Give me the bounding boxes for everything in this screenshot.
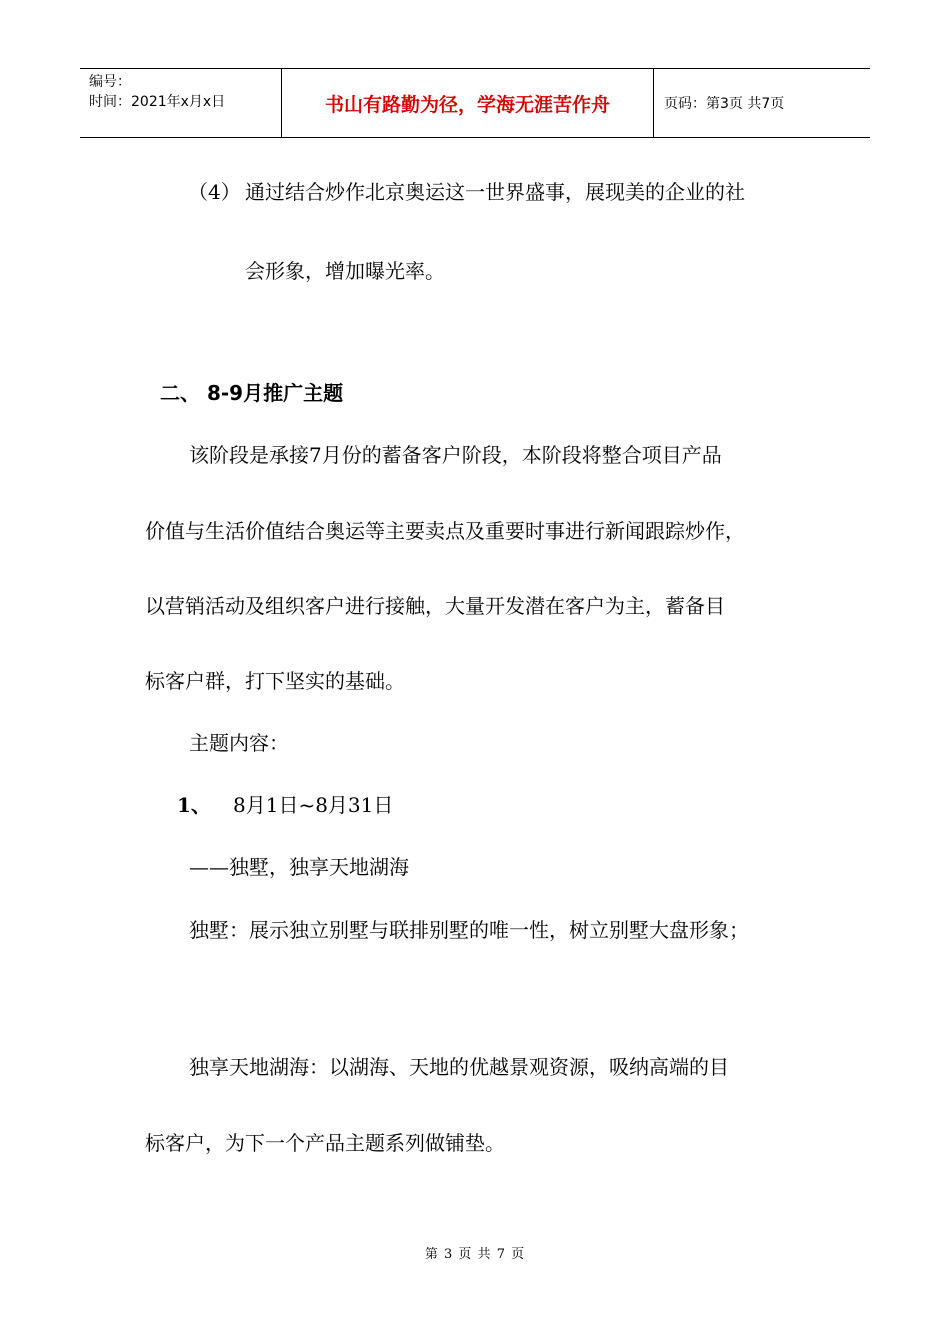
paragraph-line: 价值与生活价值结合奥运等主要卖点及重要时事进行新闻跟踪炒作，: [145, 519, 745, 543]
item-4-line-1: 通过结合炒作北京奥运这一世界盛事，展现美的企业的社: [245, 180, 745, 204]
sub-item-1-title: ——独墅，独享天地湖海: [189, 855, 409, 879]
item-4-marker: （4）: [188, 180, 241, 204]
sub-item-1-desc: 独墅：展示独立别墅与联排别墅的唯一性，树立别墅大盘形象；: [189, 918, 749, 942]
sub-item-1-marker: 1、: [177, 793, 211, 817]
item-4-line-2: 会形象，增加曝光率。: [245, 259, 445, 283]
theme-label: 主题内容：: [189, 731, 289, 755]
document-header: [80, 68, 870, 138]
header-left-cell: [80, 69, 281, 137]
paragraph-line: 以营销活动及组织客户进行接触，大量开发潜在客户为主，蓄备目: [145, 594, 725, 618]
paragraph-line: 标客户群，打下坚实的基础。: [145, 669, 405, 693]
page-info: 页码：第3页 共7页: [664, 96, 785, 112]
page-footer: 第 3 页 共 7 页: [424, 1247, 526, 1262]
paragraph-line: 该阶段是承接7月份的蓄备客户阶段，本阶段将整合项目产品: [189, 443, 722, 467]
sub-item-1-date: 8月1日~8月31日: [233, 793, 394, 817]
motto: 书山有路勤为径，学海无涯苦作舟: [281, 69, 654, 137]
sub-item-1-desc-2-line: 标客户，为下一个产品主题系列做铺垫。: [145, 1131, 505, 1155]
time-label: 时间：2021年x月x日: [89, 94, 226, 110]
number-label: 编号：: [89, 74, 131, 90]
sub-item-1-desc-2-line: 独享天地湖海：以湖海、天地的优越景观资源，吸纳高端的目: [189, 1055, 729, 1079]
section-heading: 二、 8-9月推广主题: [160, 381, 344, 405]
